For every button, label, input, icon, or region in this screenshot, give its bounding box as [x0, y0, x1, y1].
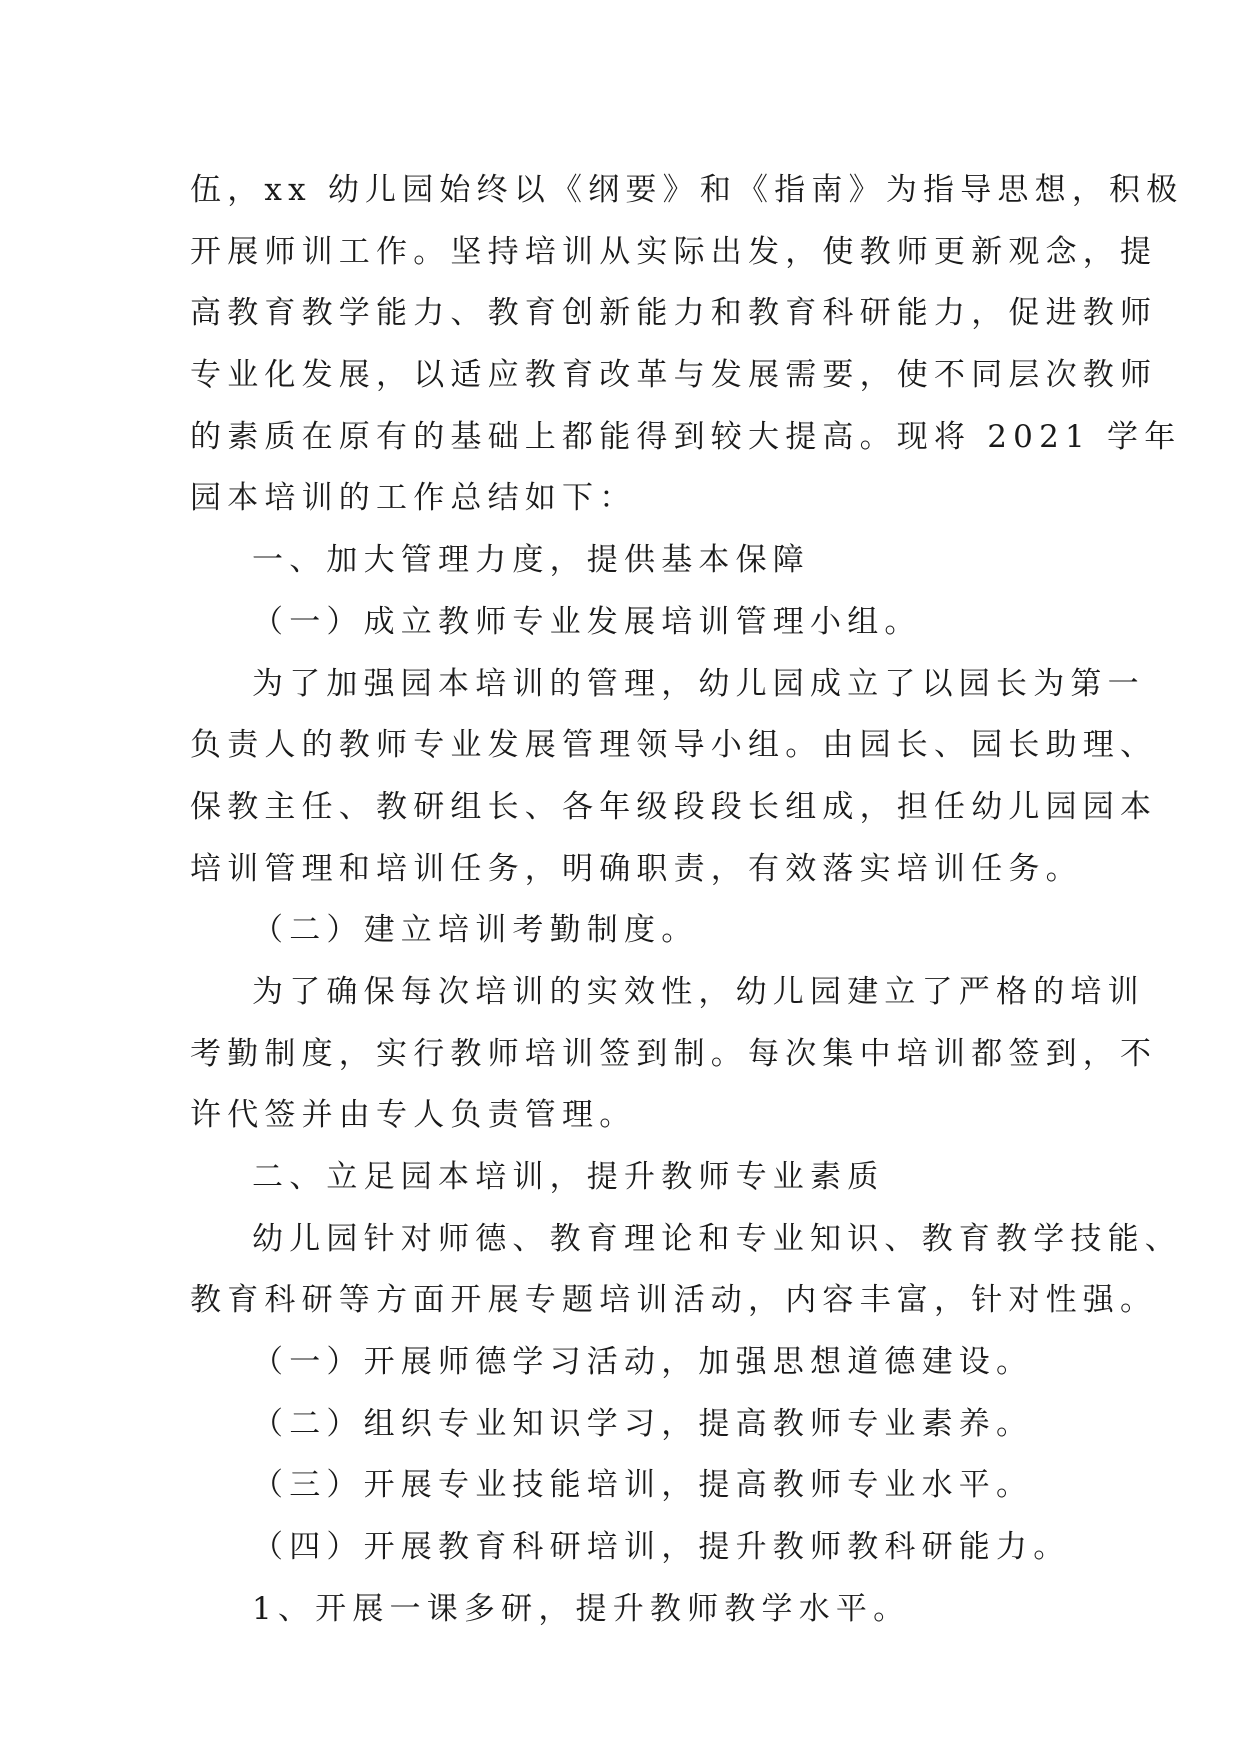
- text-line: 的素质在原有的基础上都能得到较大提高。现将 2021 学年: [190, 418, 1182, 455]
- list-item-heading: 1、开展一课多研，提升教师教学水平。: [252, 1590, 911, 1627]
- text-line: 培训管理和培训任务，明确职责，有效落实培训任务。: [190, 850, 1083, 887]
- text-line: 许代签并由专人负责管理。: [190, 1097, 637, 1134]
- text-line: 专业化发展，以适应教育改革与发展需要，使不同层次教师: [190, 357, 1158, 394]
- subsection-heading: （四）开展教育科研培训，提升教师教科研能力。: [252, 1529, 1071, 1566]
- text-line: 为了确保每次培训的实效性，幼儿园建立了严格的培训: [252, 973, 1145, 1010]
- subsection-heading: （二）组织专业知识学习，提高教师专业素养。: [252, 1405, 1034, 1442]
- body-text: [190, 160, 1184, 1641]
- text-line: 开展师训工作。坚持培训从实际出发，使教师更新观念，提: [190, 233, 1158, 270]
- section-heading: 一、加大管理力度，提供基本保障: [252, 542, 810, 579]
- text-line: 考勤制度，实行教师培训签到制。每次集中培训都签到，不: [190, 1035, 1158, 1072]
- subsection-heading: （三）开展专业技能培训，提高教师专业水平。: [252, 1467, 1034, 1504]
- subsection-heading: （一）成立教师专业发展培训管理小组。: [252, 603, 922, 640]
- text-line: 高教育教学能力、教育创新能力和教育科研能力，促进教师: [190, 295, 1158, 332]
- text-line: 教育科研等方面开展专题培训活动，内容丰富，针对性强。: [190, 1282, 1158, 1319]
- text-line: 负责人的教师专业发展管理领导小组。由园长、园长助理、: [190, 727, 1158, 764]
- text-line: 为了加强园本培训的管理，幼儿园成立了以园长为第一: [252, 665, 1145, 702]
- text-line: 保教主任、教研组长、各年级段段长组成，担任幼儿园园本: [190, 788, 1158, 825]
- text-line: 伍，xx 幼儿园始终以《纲要》和《指南》为指导思想，积极: [190, 172, 1184, 208]
- text-line: 园本培训的工作总结如下：: [190, 480, 637, 517]
- subsection-heading: （一）开展师德学习活动，加强思想道德建设。: [252, 1344, 1034, 1381]
- section-heading: 二、立足园本培训，提升教师专业素质: [252, 1159, 885, 1195]
- subsection-heading: （二）建立培训考勤制度。: [252, 912, 699, 949]
- text-line: 幼儿园针对师德、教育理论和专业知识、教育教学技能、: [252, 1220, 1182, 1257]
